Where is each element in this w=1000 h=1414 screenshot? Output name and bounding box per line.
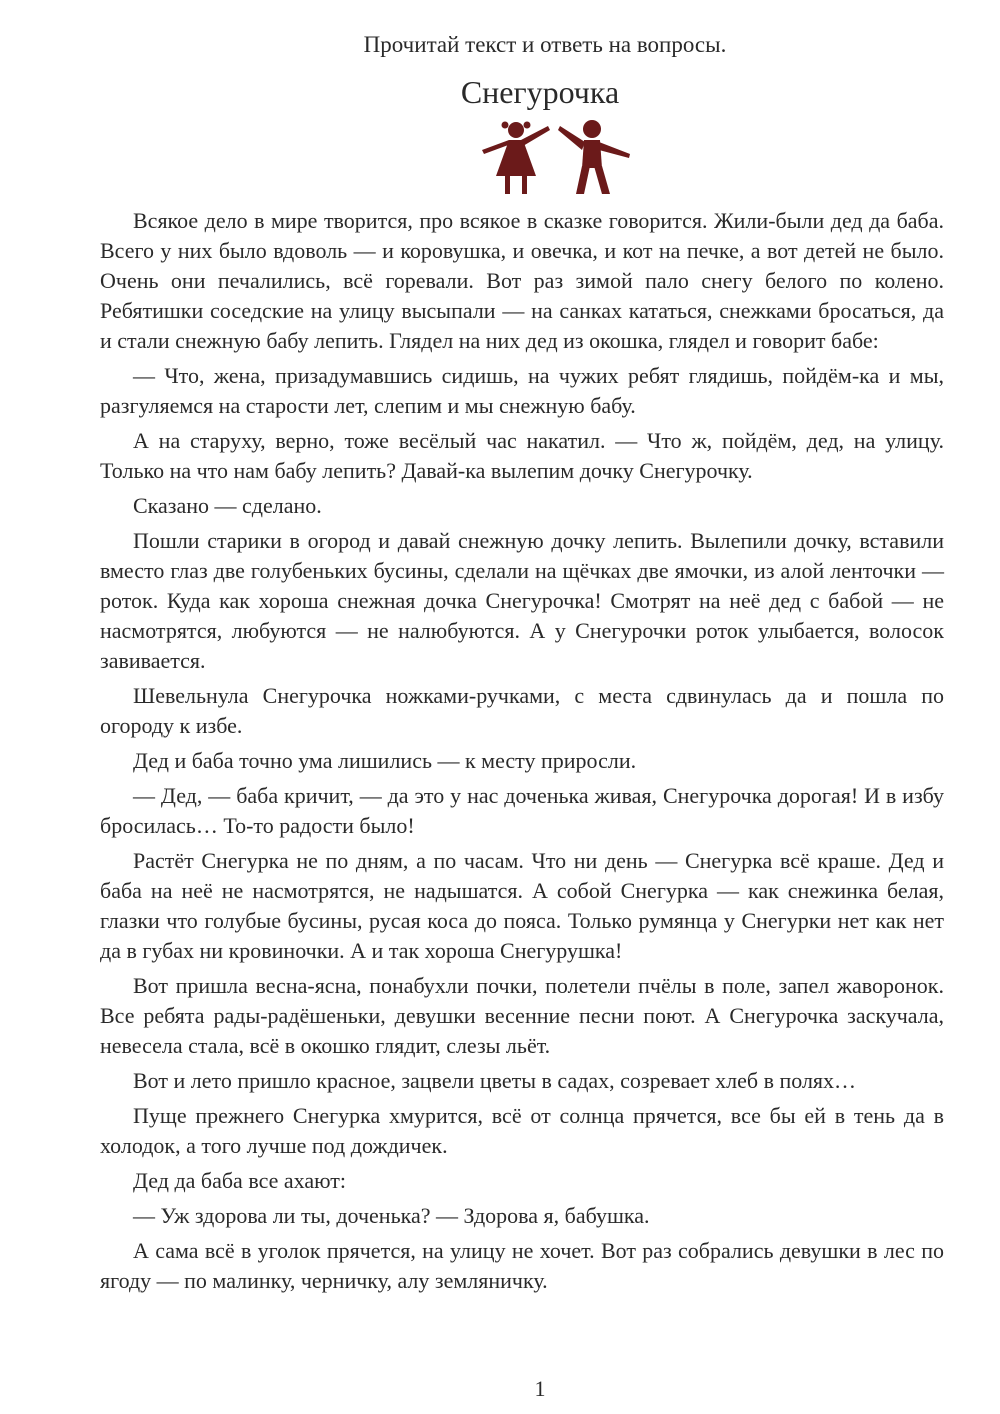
page-number: 1 (534, 1376, 546, 1401)
paragraph: А на старуху, верно, тоже весёлый час накатил. — Что ж, пойдём, дед, на улицу. Только на что нам бабу лепить? Давай-ка вылепим дочку Снегурочку. (100, 428, 944, 483)
paragraph: Дед да баба все ахают: (133, 1168, 346, 1193)
paragraph: Всякое дело в мире творится, про всякое в сказке говорится. Жили-были дед да баба. Всего у них было вдоволь — и коровушка, и овечка, и кот на печке, а вот детей не было. Очень они печалились, всё горевали. Вот раз зимой пало снегу белого по колено. Ребятишки соседские на улицу высыпали — на санках кататься, снежками бросаться, да и стали снежную бабу лепить. Глядел на них дед из окошка, глядел и говорит бабе: (100, 208, 944, 353)
paragraph: Шевельнула Снегурочка ножками-ручками, с места сдвинулась да и пошла по огороду к избе. (100, 683, 944, 738)
paragraph: Растёт Снегурка не по дням, а по часам. Что ни день — Снегурка всё краше. Дед и баба на неё не насмотрятся, не надышатся. А собой Снегурка — как снежинка белая, глазки что голубые бусины, русая коса до пояса. Только румянца у Снегурки нет как нет да в губах ни кровиночки. А и так хороша Снегурушка! (100, 848, 944, 963)
paragraph: Дед и баба точно ума лишились — к месту приросли. (133, 748, 637, 773)
paragraph: — Что, жена, призадумавшись сидишь, на чужих ребят глядишь, пойдём-ка и мы, разгуляемся на старости лет, слепим и мы снежную бабу. (100, 363, 944, 418)
page-title: Снегурочка (460, 74, 620, 110)
children-icon (478, 118, 634, 196)
paragraph: Пошли старики в огород и давай снежную дочку лепить. Вылепили дочку, вставили вместо глаз две голубеньких бусины, сделали на щёчках две ямочки, из алой ленточки — роток. Куда как хороша снежная дочка Снегурочка! Смотрят на неё дед с бабой — не насмотрятся, любуются — не налюбуются. А у Снегурочки роток улыбается, волосок завивается. (100, 528, 944, 673)
story-text (100, 206, 944, 1301)
paragraph: — Уж здорова ли ты, доченька? — Здорова я, бабушка. (133, 1203, 650, 1228)
paragraph: Вот и лето пришло красное, зацвели цветы в садах, созревает хлеб в полях… (133, 1068, 857, 1093)
children-icon-svg (478, 118, 634, 196)
paragraph: — Дед, — баба кричит, — да это у нас доченька живая, Снегурочка дорогая! И в избу бросилась… То-то радости было! (100, 783, 944, 838)
paragraph: Сказано — сделано. (133, 493, 322, 518)
paragraph: Пуще прежнего Снегурка хмурится, всё от солнца прячется, все бы ей в тень да в холодок, а того лучше под дождичек. (100, 1103, 944, 1158)
instruction: Прочитай текст и ответь на вопросы. (363, 32, 727, 57)
paragraph: Вот пришла весна-ясна, понабухли почки, полетели пчёлы в поле, запел жаворонок. Все ребята рады-радёшеньки, девушки весенние песни поют. А Снегурочка заскучала, невесела стала, всё в окошко глядит, слезы льёт. (100, 973, 944, 1058)
paragraph: А сама всё в уголок прячется, на улицу не хочет. Вот раз собрались девушки в лес по ягоду — по малинку, черничку, алу земляничку. (100, 1238, 944, 1293)
